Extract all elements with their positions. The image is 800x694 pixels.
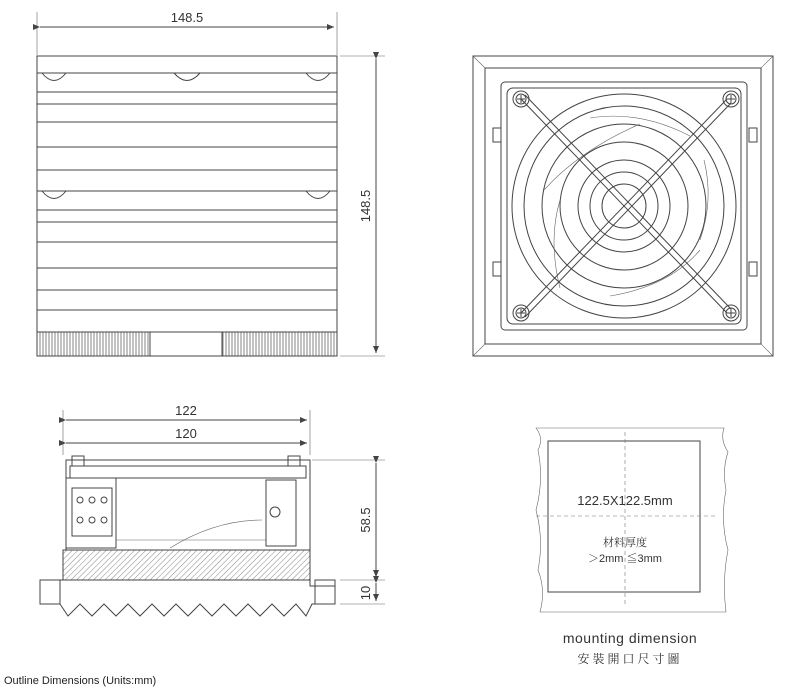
inner-width-label: 120 [175,426,197,441]
screw-bottom-right-icon [723,305,739,321]
outer-width-label: 122 [175,403,197,418]
fan-front-view [473,56,773,356]
side-section-view [40,403,385,616]
cutout-size-label: 122.5X122.5mm [577,493,673,508]
thickness-range: ＞2mm ≦3mm [588,553,662,565]
screw-bottom-left-icon [513,305,529,321]
mounting-dimension-view [536,428,728,666]
depth-label: 58.5 [358,507,373,533]
panel-outline [536,428,728,612]
width-label: 148.5 [170,10,204,25]
side-body [37,56,337,356]
top-left-view [37,10,385,356]
flange-label: 10 [358,585,373,601]
cutout-square [548,441,700,592]
material-thickness-label: 材料厚度 [603,537,647,549]
mounting-title-cn: 安裝開口尺寸圖 [577,652,683,666]
outer-frame [473,56,773,356]
fan-grille [512,94,736,318]
screw-top-left-icon [513,91,529,107]
mounting-title-en: mounting dimension [562,630,698,646]
screw-top-right-icon [723,91,739,107]
height-label: 148.5 [358,189,373,223]
figure-caption: Outline Dimensions (Units:mm) [4,675,157,687]
